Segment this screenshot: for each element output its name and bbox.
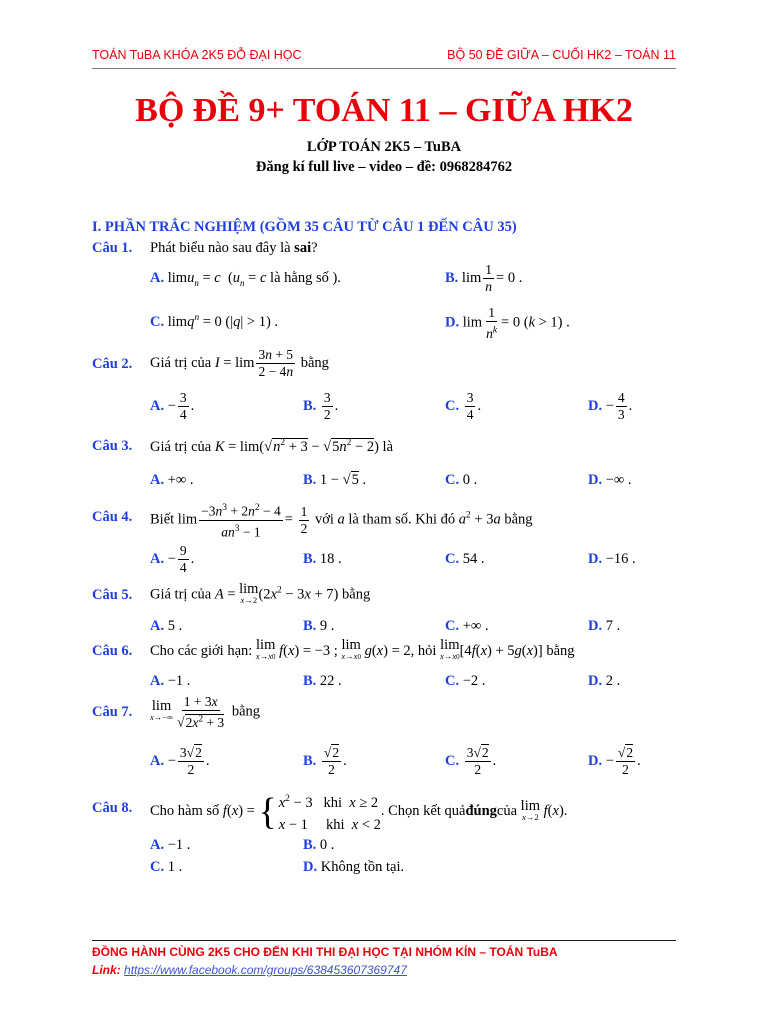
q7-option-c: C. $\frac{3√2}{2}$ .: [445, 745, 497, 777]
q6-option-c: C. −2 .: [445, 673, 486, 689]
question-text: Phát biểu nào sau đây là sai?: [150, 240, 318, 256]
question-number: Câu 8.: [92, 800, 133, 816]
subtitle-class: LỚP TOÁN 2K5 – TuBA: [306, 139, 462, 155]
q1-option-c: C. limq$^n$ = 0 (|q| > 1) .: [150, 313, 279, 330]
q1-option-d: D. lim $\frac{1}{n^k}$ = 0 (k > 1) .: [445, 305, 570, 341]
q8-option-a: A. −1 .: [150, 837, 191, 853]
section-heading: I. PHẦN TRẮC NGHIỆM (GỒM 35 CÂU TỪ CÂU 1 ĐẾN CÂU 35): [92, 219, 517, 235]
header-right: BỘ 50 ĐỀ GIỮA – CUỐI HK2 – TOÁN 11: [447, 48, 676, 62]
q1-option-b: B. lim $\frac{1}{n}$ = 0 .: [445, 262, 523, 294]
q3-option-c: C. 0 .: [445, 472, 478, 488]
footer-divider: [92, 940, 676, 941]
q3-option-a: A. +∞ .: [150, 472, 194, 488]
question-number: Câu 1.: [92, 240, 133, 256]
q7-option-d: D. − $\frac{√2}{2}$ .: [588, 745, 641, 777]
question-text: Giá trị của A = lim x→2 $(2x^2 - 3x + 7)$ bằng: [150, 581, 371, 605]
footer-link-label: Link:: [92, 963, 121, 977]
question-number: Câu 5.: [92, 587, 133, 603]
question-text: Giá trị của $K = \lim(√n^2 + 3 - √5n^2 - 2)$ là: [150, 438, 394, 455]
question-text: Cho các giới hạn: lim x→x0 f(x) = −3 ; lim x→x0 g(x) = 2, hỏi lim x→x0 [4f(x) + 5g(x)] bằng: [150, 637, 575, 661]
question-number: Câu 6.: [92, 643, 133, 659]
question-number: Câu 3.: [92, 438, 133, 454]
q4-option-a: A. − $\frac{9}{4}$ .: [150, 543, 195, 575]
q5-option-b: B. 9 .: [303, 618, 335, 634]
q5-option-d: D. 7 .: [588, 618, 621, 634]
question-text: lim x→−∞ $\frac{1 + 3x}{√2x^2 + 3}$ bằng: [150, 694, 260, 730]
q4-option-b: B. 18 .: [303, 551, 342, 567]
q4-option-d: D. −16 .: [588, 551, 636, 567]
question-number: Câu 7.: [92, 704, 133, 720]
q3-option-d: D. −∞ .: [588, 472, 632, 488]
q5-option-a: A. 5 .: [150, 618, 183, 634]
q2-option-b: B. $\frac{3}{2}$ .: [303, 390, 339, 422]
footer-link[interactable]: https://www.facebook.com/groups/638453607369747: [124, 963, 407, 977]
question-text: Giá trị của I = lim $\frac{3n + 5}{2 - 4n}$ bằng: [150, 347, 329, 379]
page-header: [92, 46, 676, 66]
subtitle-contact: Đăng kí full live – video – đề: 0968284762: [255, 159, 513, 175]
q6-option-a: A. −1 .: [150, 673, 191, 689]
q8-option-d: D. Không tồn tại.: [303, 859, 405, 875]
q6-option-b: B. 22 .: [303, 673, 342, 689]
q3-option-b: B. 1 − √5 .: [303, 472, 367, 488]
question-text: Biết lim $\frac{-3n^3 + 2n^2 - 4}{an^3 - 1}$ = $\frac{1}{2}$ với a là tham số. Khi đó $a^2 + 3a$ bằng: [150, 500, 533, 540]
q5-option-c: C. +∞ .: [445, 618, 489, 634]
q7-option-b: B. $\frac{√2}{2}$ .: [303, 745, 347, 777]
footer-link-row: [92, 963, 676, 977]
question-text: Cho hàm số f ( x ) = { $x^2 - 3$ khi x ≥ 2 x − 1 khi x < 2 . Chọn kết quả đúng của lim x→2 f ( x ).: [150, 790, 568, 833]
question-number: Câu 2.: [92, 356, 133, 372]
page-footer: [92, 940, 676, 977]
q2-option-c: C. $\frac{3}{4}$ .: [445, 390, 482, 422]
q2-option-a: A. − $\frac{3}{4}$ .: [150, 390, 195, 422]
question-number: Câu 4.: [92, 509, 133, 525]
q1-option-a: A. limu$_n$ = c ($u_n = c$ là hằng số ).: [150, 270, 341, 288]
q7-option-a: A. − $\frac{3√2}{2}$ .: [150, 745, 210, 777]
q2-option-d: D. − $\frac{4}{3}$ .: [588, 390, 633, 422]
q8-option-c: C. 1 .: [150, 859, 183, 875]
q4-option-c: C. 54 .: [445, 551, 485, 567]
footer-slogan: ĐỒNG HÀNH CÙNG 2K5 CHO ĐẾN KHI THI ĐẠI HỌC TẠI NHÓM KÍN – TOÁN TuBA: [92, 945, 558, 959]
page-title: BỘ ĐỀ 9+ TOÁN 11 – GIỮA HK2: [135, 92, 633, 129]
q8-option-b: B. 0 .: [303, 837, 335, 853]
header-left: TOÁN TuBA KHÓA 2K5 ĐỖ ĐẠI HỌC: [92, 48, 302, 62]
q6-option-d: D. 2 .: [588, 673, 621, 689]
header-divider: [92, 68, 676, 69]
